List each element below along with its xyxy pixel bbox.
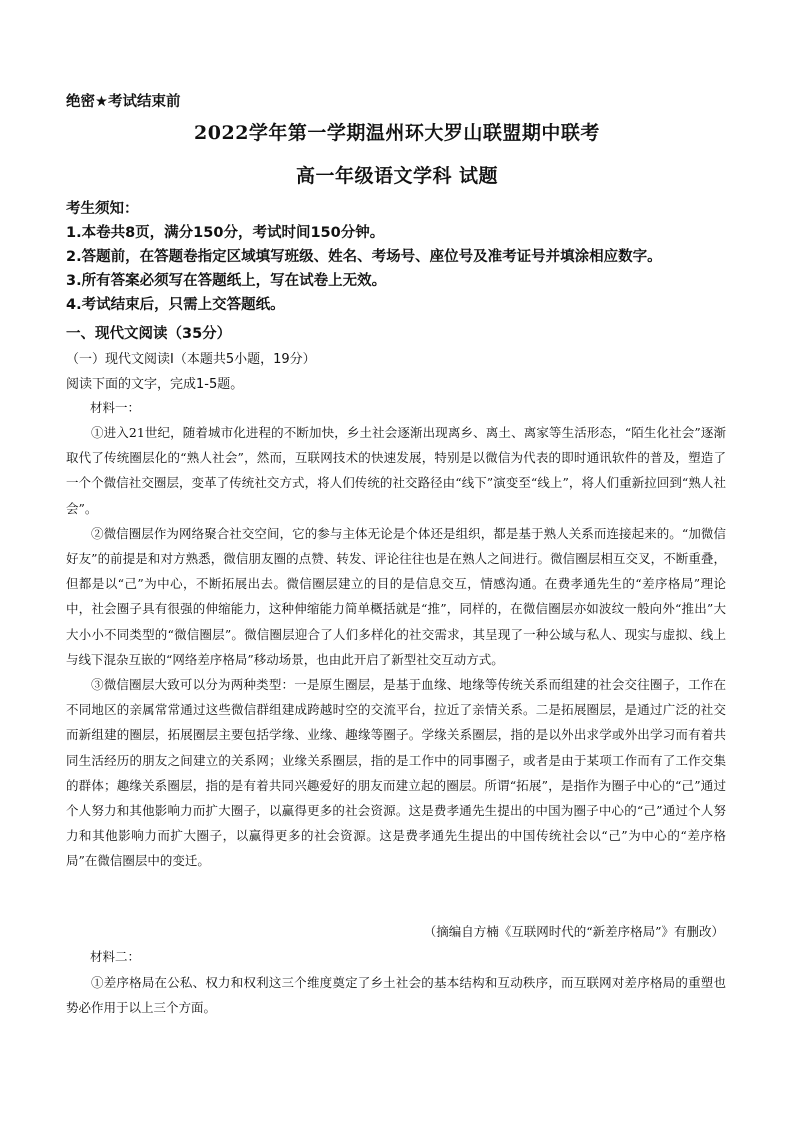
paragraph: ①进入21世纪，随着城市化进程的不断加快，乡土社会逐渐出现离乡、离土、离家等生活形态，“陌生化社会”逐渐取代了传统圈层化的“熟人社会”，然而，互联网技术的快速发展，特别是以微信为代表的即时通讯软件的普及，塑造了一个个微信社交圈层，变革了传统社交方式，将人们传统的社交路径由“线下”演变至“线上”，将人们重新拉回到“熟人社会”。 — [66, 425, 726, 516]
paragraph: ②微信圈层作为网络聚合社交空间，它的参与主体无论是个体还是组织，都是基于熟人关系而连接起来的。“加微信好友”的前提是和对方熟悉，微信朋友圈的点赞、转发、评论往往也是在熟人之间进行。微信圈层相互交叉，不断重叠，但都是以“己”为中心，不断拓展出去。微信圈层建立的目的是信息交互，情感沟通。在费孝通先生的“差序格局”理论中，社会圈子具有很强的伸缩能力，这种伸缩能力简单概括就是“推”，同样的，在微信圈层亦如波纹一般向外“推出”大大小小不同类型的“微信圈层”。微信圈层迎合了人们多样化的社交需求，其呈现了一种公域与私人、现实与虚拟、线上与线下混杂互嵌的“网络差序格局”移动场景，也由此开启了新型社交互动方式。 — [66, 525, 726, 667]
paragraph: ①差序格局在公私、权力和权利这三个维度奠定了乡土社会的基本结构和互动秩序，而互联网对差序格局的重塑也势必作用于以上三个方面。 — [66, 975, 726, 1016]
subsection-title: （一）现代文阅读Ⅰ（本题共5小题，19分） — [66, 352, 316, 367]
exam-title: 2022学年第一学期温州环大罗山联盟期中联考 — [194, 122, 600, 144]
notice-item: 1.本卷共8页，满分150分，考试时间150分钟。 — [66, 225, 385, 241]
material-label: 材料一： — [90, 400, 141, 415]
section-title: 一、现代文阅读（35分） — [66, 326, 232, 342]
material-label: 材料二： — [90, 949, 141, 964]
material-two-text — [66, 970, 726, 1020]
material-one-text — [66, 420, 726, 874]
notice-item: 2.答题前，在答题卷指定区域填写班级、姓名、考场号、座位号及准考证号并填涂相应数字。 — [66, 249, 662, 265]
exam-subtitle: 高一年级语文学科 试题 — [295, 165, 499, 187]
source-citation: （摘编自方楠《互联网时代的“新差序格局”》有删改） — [423, 924, 724, 939]
candidate-notice — [66, 197, 736, 317]
notice-heading: 考生须知： — [66, 201, 139, 217]
confidential-mark: 绝密★考试结束前 — [66, 94, 181, 110]
reading-instruction: 阅读下面的文字，完成1-5题。 — [66, 377, 244, 392]
paragraph: ③微信圈层大致可以分为两种类型：一是原生圈层，是基于血缘、地缘等传统关系而组建的社会交往圈子，工作在不同地区的亲属常常通过这些微信群组建成跨越时空的交流平台，拉近了亲情关系。二是拓展圈层，是通过广泛的社交而新组建的圈层，拓展圈层主要包括学缘、业缘、趣缘等圈子。学缘关系圈层，指的是以外出求学或外出学习而有着共同生活经历的朋友之间建立的关系网；业缘关系圈层，指的是工作中的同事圈子，或者是由于某项工作而有了工作交集的群体；趣缘关系圈层，指的是有着共同兴趣爱好的朋友而建立起的圈层。所谓“拓展”，是指作为圈子中心的“己”通过个人努力和其他影响力而扩大圈子，以赢得更多的社会资源。这是费孝通先生提出的中国为圈子中心的“己”通过个人努力和其他影响力而扩大圈子，以赢得更多的社会资源。这是费孝通先生提出的中国传统社会以“己”为中心的“差序格局”在微信圈层中的变迁。 — [66, 677, 726, 869]
notice-item: 4.考试结束后，只需上交答题纸。 — [66, 297, 285, 313]
notice-item: 3.所有答案必须写在答题纸上，写在试卷上无效。 — [66, 273, 387, 289]
